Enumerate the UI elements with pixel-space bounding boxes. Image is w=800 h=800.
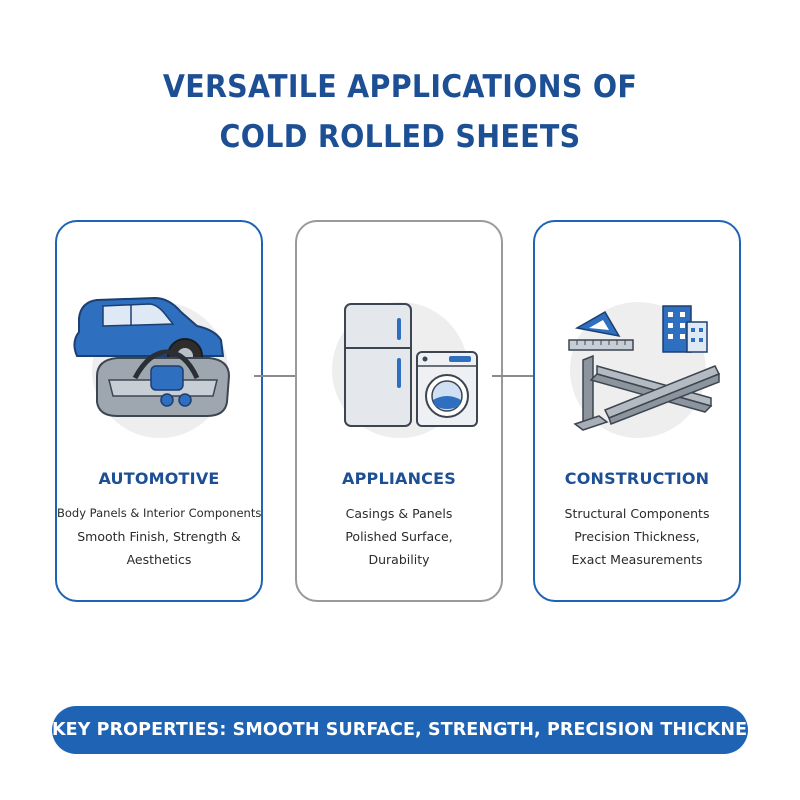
steel-beams-and-building-icon bbox=[535, 282, 743, 462]
card-heading: CONSTRUCTION bbox=[564, 469, 710, 488]
card-line: Aesthetics bbox=[126, 552, 192, 567]
refrigerator-and-washer-icon bbox=[297, 282, 505, 462]
page-title bbox=[32, 62, 768, 162]
card-line: Durability bbox=[368, 552, 430, 567]
card-line: Precision Thickness, bbox=[574, 529, 700, 544]
card-line: Polished Surface, bbox=[345, 529, 453, 544]
card-appliances bbox=[295, 220, 503, 602]
car-and-dashboard-icon bbox=[57, 282, 265, 462]
card-line: Exact Measurements bbox=[571, 552, 703, 567]
page-title-line-2: COLD ROLLED SHEETS bbox=[219, 119, 581, 155]
card-heading: AUTOMOTIVE bbox=[98, 469, 220, 488]
key-properties-banner: KEY PROPERTIES: SMOOTH SURFACE, STRENGTH, PRECISION THICKNESS bbox=[52, 706, 748, 754]
card-line: Body Panels & Interior Components bbox=[57, 506, 262, 520]
card-line: Smooth Finish, Strength & bbox=[77, 529, 241, 544]
card-heading: APPLIANCES bbox=[342, 469, 456, 488]
card-automotive bbox=[55, 220, 263, 602]
card-construction bbox=[533, 220, 741, 602]
page-title-line-1: VERSATILE APPLICATIONS OF bbox=[162, 69, 638, 105]
card-line: Casings & Panels bbox=[345, 506, 453, 521]
card-line: Structural Components bbox=[564, 506, 710, 521]
